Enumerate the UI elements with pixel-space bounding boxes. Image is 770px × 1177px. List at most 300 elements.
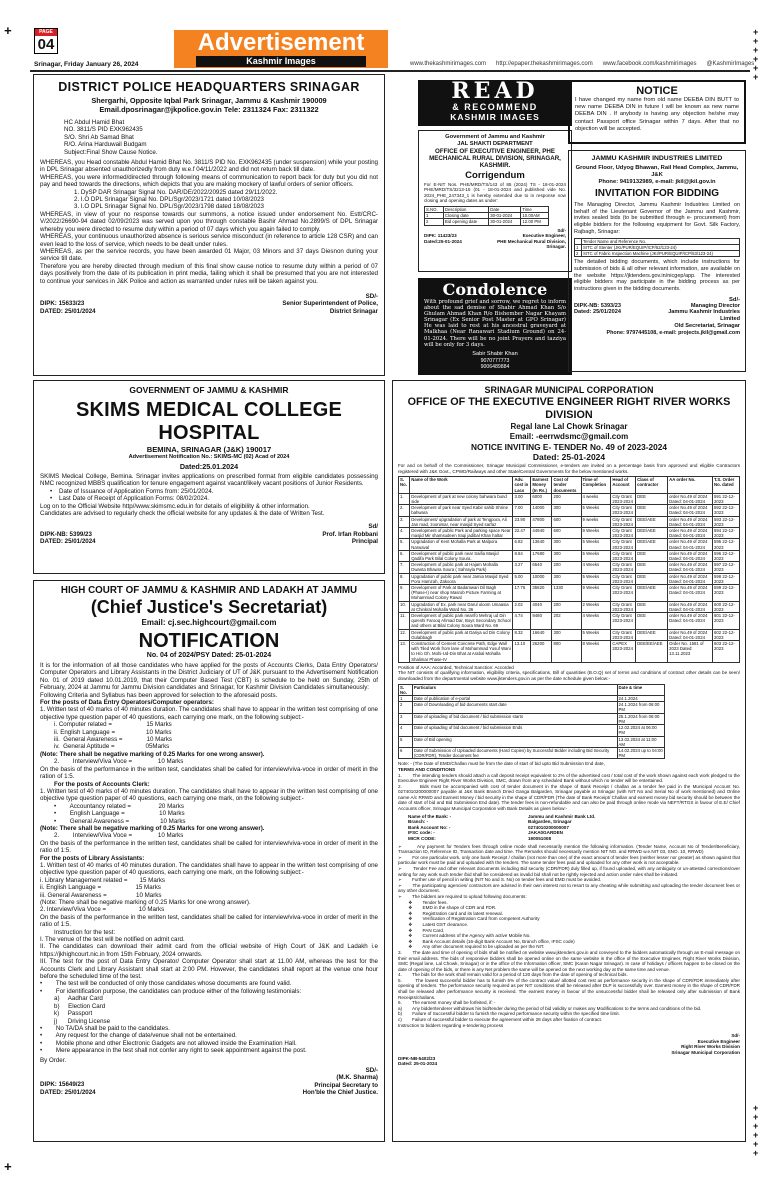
- hc-sign-line: Principal Secretary to: [314, 1081, 378, 1089]
- smc-term: ❖ Current address of the Agency with active Mobile No.: [398, 933, 531, 939]
- table-cell: 8.: [399, 573, 410, 584]
- dph-sd: SD/-: [365, 292, 378, 300]
- hc-ac1: 1. Written test of 40 marks of 40 minutes duration. The candidates shall have to appear in the written test comprising of one objective type question paper of 40 questions, each carrying one mark, on the following subject:-: [40, 787, 378, 803]
- table-cell: 6.: [399, 550, 410, 561]
- smc-term: ➢ Any payment for Tenders fees through online mode shall necessarily mention the following information. (Tender Name, Account No of Tender/Beneficiary, Transaction ID, Reference ID, Transaction date and time. The Remarks should necessarily mention NIT NO. and RRWD w.e.NIT 03, SNO. 10, RRWD): [398, 843, 742, 855]
- smc-term: ➢ Tender Fee and other relevant documents including Bid security (CDR/FDR) duly filled up, if found uploaded, with any ambiguity or un-attested corrections/over writing for any work such tender /bid shall be considered as invalid bid shall not be rightly rejected and action under rules shall be initiated.: [398, 866, 742, 877]
- table-cell: Development of public park at Hajam Mohalla Dwanta Bhawra Soura ( Sahrayla Park): [410, 562, 513, 573]
- table-cell: 10.: [399, 601, 410, 612]
- table-cell: 7.: [399, 562, 410, 573]
- page-badge: [34, 28, 58, 54]
- jkil-dated: Dated: 25/01/2024: [574, 309, 621, 316]
- header-links: [410, 61, 754, 67]
- table-cell: 8 Weeks: [581, 641, 611, 663]
- dph-para: WHEREAS, you were informed/directed through following means of communication to report back for duty but you did not pay and heed towards the directions, which depicts that you are making mockery of lawful orders of senior officers.: [40, 173, 378, 189]
- js-govt: Government of Jammu and Kashmir: [445, 134, 545, 140]
- table-cell: 200: [552, 562, 581, 573]
- dph-ad: [33, 74, 385, 376]
- smc-term: ❖ Bank Account details (16-digit Bank Account No, Branch office, IFSC code): [398, 938, 575, 944]
- table-cell: City Grant 2023-2024: [611, 528, 636, 539]
- dateline: Srinagar, Friday January 26, 2024: [34, 61, 139, 68]
- smc-term: ➢ The bidders are required to upload following documents:: [398, 893, 527, 899]
- smc-col-header: Adv. cost in Lacs: [513, 477, 531, 494]
- doc-item: a) Aadhar Card: [54, 995, 103, 1003]
- table-cell: DEE: [636, 573, 668, 584]
- jkil-sig: Jammu Kashmir Industries: [668, 309, 740, 316]
- table-cell: DEE: [636, 505, 668, 516]
- table-cell: 202: [552, 613, 581, 630]
- table-cell: order No.49 of 2024 Dated: 04-01-2024: [668, 573, 713, 584]
- la-item: ii. English Language = 15 Marks: [40, 884, 161, 892]
- table-cell: 47800: [531, 516, 552, 527]
- registration-marks-right-bottom: + + + + + +: [753, 1103, 759, 1158]
- smc-ad: [392, 380, 746, 1142]
- hc-bullet: • For identification purpose, the candidates can produce either of the following testimonials:: [40, 987, 302, 995]
- recipient-line: Subject:Final Show Cause Notice.: [64, 148, 158, 156]
- jkil-sd: Sd/-: [729, 296, 740, 303]
- hc-docs: [54, 995, 378, 1025]
- table-cell: DEE: [636, 562, 668, 573]
- skims-footer: Log on to the Official Website http//www.skimsmc.edu.in for details of eligibility & other information.: [40, 502, 310, 510]
- table-cell: 14000: [531, 505, 552, 516]
- hc-sign: [40, 1074, 378, 1096]
- page-number: 04: [37, 36, 55, 53]
- smc-dipk: DIPK-NB-5402/23: [398, 1055, 436, 1061]
- smc-col-header: AA order No.: [668, 477, 713, 494]
- hc-deo-note: (Note: There shall be negative marking of 0.25 Marks for one wrong answer).: [40, 750, 265, 758]
- smc-col-header: Name of the Work: [410, 477, 513, 494]
- deo-item: iii. General Awareness = 10 Marks: [54, 736, 173, 744]
- jkil-title: JAMMU KASHMIR INDUSTRIES LIMITED: [591, 155, 723, 162]
- smc-sig: Executive Engineer: [697, 1038, 740, 1044]
- js-dept: JAL SHAKTI DEPARTMENT: [457, 141, 533, 147]
- table-cell: DEE/AEE: [636, 539, 668, 550]
- hc-sign-line: Hon'ble the Chief Justice.: [302, 1089, 378, 1097]
- table-cell: 4 Weeks: [581, 562, 611, 573]
- js-sign: [424, 233, 566, 250]
- table-cell: 6540: [531, 562, 552, 573]
- smc-sch-head: [399, 684, 665, 695]
- skims-address: BEMINA, SRINAGAR (J&K) 190017: [146, 445, 272, 454]
- dph-para: WHEREAS, your continuous unauthorized absence is serious service misconduct (in reference to article 128 CSR) and can even lead to the loss of service, which needs to be dealt under rules.: [40, 233, 378, 248]
- table-cell: 13.02.2024 at 11:00 AM: [617, 736, 664, 747]
- dph-title: DISTRICT POLICE HEADQUARTERS SRINAGAR: [58, 80, 360, 94]
- ref-line: 1. DySP DAR Srinagar Signal No. DAR/DE/2022/20925 dated 29/11/2022.: [74, 188, 278, 196]
- notice-ad: [568, 80, 746, 144]
- skims-sign: [40, 531, 378, 546]
- section-banner: [174, 30, 388, 68]
- skims-sd: Sd/: [368, 523, 378, 531]
- table-cell: Upgradation of Ex. park near Darul uloom Umaasia at Chinkral Mohalla Ward No. 36: [410, 601, 513, 612]
- dph-para: Therefore you are hereby directed through medium of this final show cause notice to resume duty within a period of 07 days positively from the date of its publication in print media, failing which it shall be presumed that you are not interested to continue your services in J&K Police and action as warranted under rules will be taken against you.: [40, 262, 378, 285]
- table-cell: 2 Weeks: [581, 601, 611, 612]
- read-sub: & RECOMMEND: [452, 102, 538, 112]
- table-cell: 4.: [399, 528, 410, 539]
- table-cell: 5 Weeks: [581, 550, 611, 561]
- smc-term: a) Any bidder/tenderer withdraws his bid/tender during the period of bid validity or makes any Modifications to the terms and conditions of the bid.: [398, 1005, 702, 1011]
- skims-sig: Prof. Irfan Robbani: [322, 530, 378, 538]
- table-cell: Development of public park near/fo Mehraj ud Din qureshi Farooq Ahmad Dar, Boys Secondary School and others at Bilal Colony Soura Ward No. 69: [410, 613, 513, 630]
- table-row: [399, 493, 740, 504]
- bank-value: JAKA0GARDEN: [528, 830, 563, 836]
- skims-date: DATED: 25/01/2024: [40, 538, 96, 546]
- hc-instr-head: Instruction for the test:: [54, 928, 116, 936]
- table-cell: Date of Submission of Uploaded documents (Hard Copies) by Successful Bidder including Bid Security (CDR/FDR), Tender document fee: [412, 747, 617, 758]
- table-row: [399, 713, 665, 724]
- ref-line: 3. I.O DPL Srinagar Signal No. DPL/Sgr/2023/1798 dated 18/08/2023: [74, 203, 264, 211]
- smc-bank: [408, 814, 740, 842]
- jkil-sig5: Phone: 9797445108, e-mail: projects.jkil@gmail.com: [606, 329, 740, 336]
- skims-body: SKIMS Medical College, Bemina. Srinagar invites applications on prescribed format from eligible candidates possessing NMC recognized MBBS qualification for tenure engagement against vacant/likely vacant positions of Junior Residents.: [40, 473, 378, 488]
- deo-item: ii. English Language = 10 Marks: [54, 728, 172, 736]
- js-office: OFFICE OF EXECUTIVE ENGINEER, PHE MECHANICAL RURAL DIVISION, SRINAGAR, KASHMIR.: [429, 148, 561, 170]
- smc-col-header: S. No.: [399, 477, 410, 494]
- table-cell: City Grant 2023-2024: [611, 505, 636, 516]
- dph-signatory: Senior Superintendent of Police,: [282, 300, 378, 308]
- table-cell: CAPEX 2023-2024: [611, 641, 636, 663]
- hc-bullet: • No TA/DA shall be paid to the candidates.: [40, 1024, 170, 1032]
- table-cell: 593 22-12-2023: [713, 516, 740, 527]
- doc-item: k) Passport: [54, 1010, 93, 1018]
- bullet-text: Last Date of Receipt of Application Forms: 08/02/2024.: [59, 495, 210, 503]
- ac-item: • Accountancy related = 20 Marks: [54, 802, 184, 810]
- table-cell: 5 Weeks: [581, 505, 611, 516]
- js-cell: 30-01-2024: [489, 213, 521, 219]
- smc-terms: TERMS AND CONDITIONS: [398, 766, 456, 772]
- table-cell: 603 22-12-2023: [713, 641, 740, 663]
- dph-dipk: DIPK: 15633/23: [40, 300, 85, 308]
- deo-item: iv. General Aptitude = 05Marks: [54, 743, 170, 751]
- bullet-text: Any request for the change of date/venue shall not be entertained.: [55, 1032, 237, 1040]
- table-cell: 4040: [531, 601, 552, 612]
- jkil-cell: SITC of Stenter (JKI/PUR/EQUIP/ICP/52/123-24): [582, 244, 740, 250]
- recipient-line: NO. 3811/S PID EXK962435: [64, 126, 143, 134]
- hc-ac-items: [54, 803, 378, 825]
- jkil-dipk: DIPK-NB: 5393/23: [574, 302, 621, 309]
- table-cell: 14.02.2024 up to 04:00 PM: [618, 747, 663, 759]
- table-cell: order No.49 of 2024 Dated: 04-01-2024: [668, 539, 713, 550]
- table-cell: 12.02.2024 at 06:00 PM: [617, 725, 664, 736]
- dph-para: WHEREAS, in view of your no response towards our summons, a notice issued under endorsement No. Estt/CRC-V/2022/26690-94 dated 02/09/2023 was served upon you through constable Bashir Ahmad No.2899/S of DPL Srinagar whereby you were directed to resume duty within a period of 07 days which you again failed to comply.: [40, 210, 378, 233]
- jkil-table: [574, 238, 740, 258]
- table-cell: 26200: [531, 641, 552, 663]
- table-row: [399, 573, 740, 584]
- table-row: [399, 601, 740, 612]
- dph-signatory: District Srinagar: [329, 307, 378, 315]
- jkil-phone: Phone: 9419132989, e-mail: jkil@jkil.gov.in: [598, 179, 716, 185]
- table-cell: 23.90: [513, 516, 531, 527]
- jkil-cell: Tender Name and Reference No.: [582, 238, 740, 244]
- table-cell: Development/ upgradation of park at Tengpora, Ali Jan road, zoonimar, near masjid Syed sarfaz: [410, 516, 513, 527]
- table-row: [399, 702, 665, 713]
- hc-instr: II. The candidates can download their admit card from the official website of High Court of J&K and Ladakh i.e https://jkhighcourt.nic.in from 15th February, 2024 onwards.: [40, 943, 378, 958]
- table-cell: order No.49 of 2024 Dated: 04-01-2024: [668, 550, 713, 561]
- table-row: [399, 516, 740, 527]
- bullet-text: Mere appearance in the test shall not confer any right to seek appointment against the post.: [55, 1047, 307, 1055]
- js-sd: Sd/-: [557, 227, 566, 233]
- table-cell: 7.00: [513, 505, 531, 516]
- smc-col-header: Head of Account: [611, 477, 636, 494]
- table-cell: 9 Weeks: [581, 528, 611, 539]
- jkil-address: Ground Floor, Udyog Bhawan, Rail Head Complex, Jammu, J&K: [575, 165, 739, 178]
- smc-term: ❖ Any other document required to be uploaded as per the NIT.: [398, 944, 545, 950]
- jkil-sig: Managing Director: [690, 302, 740, 309]
- dph-para: WHEREAS, as per the service records, you have been awarded 01 Major, 03 Minors and 37 days Diesnon during your service till date.: [40, 247, 378, 263]
- table-cell: City Grant 2023-2024: [611, 601, 636, 612]
- smc-intro: For and on behalf of the Commissioner, Srinagar Municipal Commissioner, e-tenders are invited on a percentage basis from approved and eligible Contractors registered with J&K Govt., CPWD/Railways and other State/Central Governments for the below mentioned works.: [398, 463, 740, 474]
- smc-schedule-table: [398, 684, 665, 760]
- jkil-head: INVITATION FOR BIDDING: [594, 188, 720, 199]
- ac-item-text: English Language = 10 Marks: [69, 810, 185, 818]
- table-row: [399, 562, 740, 573]
- table-cell: 592 22-12-2023: [713, 505, 740, 516]
- smc-sch-note: Note: - (The Date of EMD/Challan must be from the date of start of bid upto Bid Submission End date,: [398, 761, 605, 767]
- table-cell: 800: [552, 641, 581, 663]
- table-cell: 13.10: [513, 641, 531, 663]
- recipient-line: HC Abdul Hamid Bhat: [64, 119, 125, 126]
- table-row: [399, 725, 665, 736]
- hc-deo2: 2. Interview/Viva Voce = 10 Marks: [54, 758, 184, 766]
- table-cell: 200: [552, 601, 581, 612]
- table-cell: 9 Weeks: [581, 585, 611, 602]
- table-cell: DEE/AEE: [636, 516, 668, 527]
- read-recommend-ad: [418, 80, 572, 126]
- jkil-row: [575, 250, 740, 256]
- bullet-text: Date of Issuance of Application Forms from: 25/01/2024.: [59, 487, 214, 495]
- table-cell: 600 22-12-2023: [713, 601, 740, 612]
- bank-label: Bank Account No: -: [408, 824, 451, 830]
- skims-bullet: • Date of Issuance of Application Forms from: 25/01/2024.: [50, 487, 214, 495]
- js-cell: S.NO.: [425, 206, 444, 212]
- ac-item: • English Language = 10 Marks: [54, 810, 185, 818]
- smc-term: ➢ For one particular work, only one bank Receipt / challan (not more than one) of the exact amount of tender fees (neither lesser nor greater) as shown against that particular work must be paid and uploaded with the tenders. The same tender fees paid and uploaded for any other work is not acceptable.: [398, 854, 742, 866]
- dph-recipient: [64, 119, 378, 156]
- table-cell: DEE: [636, 493, 668, 504]
- table-row: [399, 747, 665, 758]
- table-cell: 6000: [531, 493, 552, 504]
- table-cell: Development of public Park and parking space Near masjid Mir shamsudeen Iraqi jadibal Khan haltar: [410, 528, 513, 539]
- bank-label: Name of the Bank: -: [408, 813, 452, 819]
- smc-dated-footer: Dated: 25-01-2024: [398, 1061, 438, 1067]
- smc-term: 3. The date and time of opening of bids shall be notified on website www.jktenders.gov.in and conveyed to the bidders automatically through an E-mail message on their email address. The bids of responsive bidders shall be opened online on the same website in the office of the Executive Engineer, Right River Works Division, SMC (Regal lane, Lal Chowk, Srinagar) or in the office of the Information officer, SMC (Karan Nagar Srinagar). In case of holidays / officers happen to be closed on the date of opening of the bids, or there is any Net problem the same will be opened on the next working day at the same time and venue.: [398, 949, 742, 972]
- table-cell: 1: [399, 696, 413, 702]
- smc-sign: [398, 1039, 740, 1056]
- condolence-phone: 9070777773: [480, 357, 510, 364]
- table-cell: 24.1.2024: [617, 696, 664, 702]
- la-item: iii. General Awareness = 10 Marks: [40, 891, 162, 899]
- table-cell: 44940: [531, 528, 552, 539]
- facebook-link[interactable]: www.facebook.com/kashmirimages: [602, 61, 697, 67]
- skims-ad: [33, 380, 385, 574]
- table-cell: 600: [552, 528, 581, 539]
- table-cell: 9 weeks: [581, 516, 611, 527]
- table-cell: 1.: [399, 493, 410, 504]
- table-cell: order No.49 of 2024 Dated: 04-01-2024: [668, 562, 713, 573]
- condolence-phone: 9006489884: [480, 363, 510, 370]
- smc-works-table: [398, 476, 740, 663]
- table-cell: 595 22-12-2023: [713, 539, 740, 550]
- table-cell: 2.: [399, 505, 410, 516]
- js-cell: 10.00AM: [521, 213, 549, 219]
- smc-nit-note: The NIT consists of qualifying information, eligibility criteria, specifications, Bill of quantities (B.O.Q) set of terms and conditions of contract other details can be seen/ downloaded from the departmental website www.jktenders.gov.in as per the date schedule given below:-: [398, 670, 740, 682]
- table-cell: 300: [552, 573, 581, 584]
- hc-ac-head: For the posts of Accounts Clerk:: [54, 780, 150, 788]
- sch-col-header: S. No.: [399, 684, 413, 695]
- table-cell: DEE/AEE: [636, 629, 668, 640]
- table-cell: Development of Park at Badamwari Dil Bagh (Phase-I) near shop Masrob Picture Farming at Mohammad Colony Rawal: [410, 585, 513, 602]
- table-cell: DEE/AEE: [636, 528, 668, 539]
- table-cell: City Grant 2023-2024: [611, 613, 636, 630]
- smc-term: ➢ Further use of pencil in writing (NIT No and S. No) on tender fees and EMD must be avoided.: [398, 877, 602, 883]
- smc-terms-more: [398, 844, 740, 1029]
- smc-address: Regal lane Lal Chowk Srinagar: [510, 422, 628, 431]
- skims-title: SKIMS MEDICAL COLLEGE HOSPITAL: [75, 399, 343, 444]
- table-cell: Upgradation of Kent Mohalla Park at Malpora Narwaval: [410, 539, 513, 550]
- table-cell: 3.: [399, 516, 410, 527]
- bank-value: Balgarden, Srinagar: [528, 819, 572, 825]
- smc-term: ❖ Tender fees.: [398, 899, 448, 905]
- jkil-sign: [574, 303, 740, 330]
- skims-govt: GOVERNMENT OF JAMMU & KASHMIR: [129, 385, 289, 395]
- smc-term: ❖ EMD in the shape of CDR and FDR.: [398, 905, 497, 911]
- table-cell: 25.1.2024 from 06:00 PM: [617, 713, 664, 724]
- bullet-text: Mobile phone and other Electronic Gadgets are not allowed inside the Examination Hall.: [55, 1039, 297, 1047]
- smc-nit: NOTICE INVITING E- TENDER No. 49 of 2023-2024: [471, 442, 667, 452]
- smc-clause: 2. Bids must be accompanied with cost of tender document in the shape of Bank Receipt / challan as a tender fee paid in the Municipal Account No. 0274010200000007 payable at J&K Bank Branch Dried Ganga Balgarden, Srinagar payable at Srinagar (with NIT No and Serial No of work mentioned) and Online name A/c RRWD and Earnest Money / bid security in the shape of CDR/FDR (The date of Bank Receipt/ Challan and earnest money bid security should be between the date of start of bid and Bid Submission End date). The tender fees is non-refundable and can also be paid through online mode via NEFT/RTGS in favour of E.E/ Chief Accounts officer, Srinagar Municipal Corporation with Bank Details as given below:-: [398, 783, 742, 812]
- table-cell: 596 22-12-2023: [713, 550, 740, 561]
- table-cell: City Grant 2023-2024: [611, 539, 636, 550]
- smc-col-header: T.S. Order No. dated: [713, 477, 740, 494]
- hc-dipk: DIPK: 15649/23: [40, 1081, 85, 1089]
- table-cell: 602 22-12-2023: [713, 629, 740, 640]
- recipient-line: R/O. Arina Harduwail Budgam: [64, 141, 147, 149]
- table-cell: 1330: [552, 585, 581, 602]
- table-cell: City Grant 2023-2024: [611, 585, 636, 602]
- skims-dipk: DIPK-NB: 5399/23: [40, 530, 92, 538]
- table-cell: Development of park at new colony bahwara bund side: [410, 493, 513, 504]
- smc-term: Instruction to bidders regarding e-tendering process: [398, 1022, 504, 1028]
- table-cell: 5 Weeks: [581, 573, 611, 584]
- jkil-body: The Managing Director, Jammu Kashmir Industries Limited on behalf of the Lieutenant Governor of the Jammu and Kashmir, invites sealed bids (to be submitted through e- procurement) from eligible bidders for the following equipment for Govt. Silk Factory, Rajbagh, Srinagar:: [574, 202, 740, 235]
- table-cell: City Grant 2023-2024: [611, 562, 636, 573]
- condolence-body: With profound grief and sorrow, we regret to inform about the sad demise of Shabir Ahmad Khan S/o Ghulam Ahmad Khan R/o Bishember Nagar Khayam Srinagar (Ex Senior Post Master at GPO Srinagar) He was laid to rest at his ancestral graveyard at Malkhaa (Near Ranawari Stadium Ground) on 24-01-2024. There will be no joint Prayers and tazziya will be only for 3 days.: [424, 299, 566, 348]
- ac-item-text: General Awareness = 10 Marks: [69, 817, 186, 825]
- bank-label: Branch: -: [408, 819, 429, 825]
- table-cell: order No.49 of 2024 Dated: 04-01-2024: [668, 585, 713, 602]
- skims-footer: Candidates are advised to regularly check the official website for any updates & the date of Written Test.: [40, 510, 325, 518]
- table-cell: 200: [552, 493, 581, 504]
- dph-address: Shergarhi, Opposite Iqbal Park Srinagar, Jammu & Kashmir 190009 Email.dposrinagar@jkpolice.gov.in Tele: 2311324 Fax: 2311322: [91, 96, 327, 114]
- table-cell: 5.00: [513, 573, 531, 584]
- bank-value: 0274010200000007: [528, 824, 569, 830]
- table-cell: order No.49 of 2024 Dated: 04-01-2024: [668, 613, 713, 630]
- page-tag: PAGE: [35, 29, 57, 36]
- hc-bullet: • Mobile phone and other Electronic Gadgets are not allowed inside the Examination Hall.: [40, 1039, 297, 1047]
- hc-ad: [33, 580, 385, 1142]
- condolence-title: Condolence: [442, 280, 548, 299]
- table-cell: Order No. 1581 of 2023 Dated: 13.11.2023: [668, 641, 713, 663]
- table-cell: order No.49 of 2024 Dated: 04-01-2024: [668, 493, 713, 504]
- table-cell: Date of publication of e-portal: [412, 696, 617, 702]
- twitter-link[interactable]: @KashmirImages: [706, 61, 755, 67]
- bank-value: Jammu and Kashmir Bank Ltd.: [528, 813, 596, 819]
- js-dipk: DIPK: 11423/23: [424, 233, 457, 239]
- hc-la3: On the basis of the performance in the written test, candidates shall be called for interview/viva-voce in order of merit in the ratio of 1:5.: [40, 913, 378, 929]
- smc-term: ❖ Registration card and its latest renewal.: [398, 910, 503, 916]
- table-cell: DEE: [636, 550, 668, 561]
- table-cell: 3.27: [513, 562, 531, 573]
- table-cell: City Grant 2023-2024: [611, 550, 636, 561]
- bullet-text: For identification purpose, the candidates can produce either of the following testimonials:: [55, 987, 302, 995]
- bullet-text: The test will be conducted of only those candidates whose documents are found valid.: [55, 980, 292, 988]
- table-cell: City Grant 2023-2024: [611, 573, 636, 584]
- deo-item: i. Computer related = 15 Marks: [54, 721, 172, 729]
- jkil-sig: Limited: [720, 316, 740, 323]
- hc-dated: DATED: 25/01/2024: [40, 1088, 96, 1096]
- table-cell: 13640: [531, 539, 552, 550]
- notice-body: I have changed my name from old name DEEBA DIN BUTT to new name DEEBA DIN in future I will be known as new name DEEBA DIN . If anybody is having any objection he/she may contact Passport office Srinagar within 7 days. After that no objection will be accepted.: [575, 97, 739, 132]
- jkil-cell: SITC of Fabric Inspection Machine (JKI/PUR/EQUIP/ICP/53/123-24): [582, 250, 740, 256]
- hc-la1: 1. Written test of 40 marks of 40 minutes duration. The candidates shall have to appear in the written test comprising of one objective type question paper of 40 questions, each carrying one mark, on the following subject:-: [40, 861, 378, 877]
- table-cell: 8.84: [513, 550, 531, 561]
- website-link[interactable]: www.thekashmirimages.com: [410, 61, 487, 67]
- table-cell: 300: [552, 629, 581, 640]
- dph-para: WHEREAS, you Head constable Abdul Hamid Bhat No. 3811/S PID No. EXK962435 (under suspension) while your posting in DPL Srinagar absented unauthorizedly from duty w.e.f 04/11/2022 and did not return back till date.: [40, 159, 378, 174]
- table-cell: 6: [399, 747, 413, 758]
- smc-term: ❖ PAN Card.: [398, 927, 445, 933]
- table-cell: 8.32: [513, 629, 531, 640]
- table-cell: 4 Weeks: [581, 613, 611, 630]
- hc-la-items: [40, 877, 378, 899]
- hc-sd: SD/-: [365, 1066, 378, 1074]
- hc-deo-items: [54, 721, 378, 751]
- table-cell: City Grant 2023-2024: [611, 629, 636, 640]
- table-row: [399, 505, 740, 516]
- table-cell: Development of park near Syed Kabir sahib Shrine bahwara: [410, 505, 513, 516]
- hc-intro: It is for the information of all those candidates who have applied for the posts of Accounts Clerks, Data Entry Operators/ Computer Operators and Library Assistants in the District Judiciary of UT of J&K pursuant to the Advertisement Notification No. 01 of 2019 dated 10.01.2019, that their Computer Based Test (CBT) is schedule to be held on Sunday, 25th of February, 2024 at Jammu for Jammu Division candidates and Srinagar, for Kashmir Division Candidates simultaneously:: [40, 662, 378, 692]
- table-cell: 9.: [399, 585, 410, 602]
- hc-title: HIGH COURT OF JAMMU & KASHMIR AND LADAKH AT JAMMU: [60, 585, 358, 596]
- skims-sig: Principal: [351, 538, 378, 546]
- table-cell: 300: [552, 550, 581, 561]
- table-cell: 16640: [531, 629, 552, 640]
- jkil-body2: The detailed bidding documents, which include instructions for submission of bids & all other relevant information, are available on the website https://jktenders.gov.in/nicgep/app. The interested eligible bidders may participate in the bidding process as per instructions given in the bidding documents.: [574, 259, 740, 292]
- smc-col-header: Time of Completion: [581, 477, 611, 494]
- table-row: [399, 629, 740, 640]
- table-cell: Date of uploading of bid document / bid submission Ends: [412, 725, 617, 736]
- js-sig: PHE Mechanical Rural Division,: [497, 238, 566, 244]
- dph-dated: DATED: 25/01/2024: [40, 307, 96, 315]
- table-cell: order No.49 of 2024 Dated: 04-01-2024: [668, 601, 713, 612]
- condolence-ad: [418, 278, 572, 375]
- table-cell: 598 22-12-2023: [713, 573, 740, 584]
- epaper-link[interactable]: http://epaper.thekashmirimages.com: [496, 61, 593, 67]
- smc-col-header: Cost of tender documents: [552, 477, 581, 494]
- table-cell: Date of Bid opening: [412, 736, 617, 747]
- js-head: Corrigendum: [465, 169, 525, 181]
- section-title: Advertisement: [197, 29, 365, 56]
- table-cell: 17680: [531, 550, 552, 561]
- js-sig: Executive Engineer,: [522, 233, 566, 239]
- hc-la2: 2. Interview/Viva Voce = 10 Marks: [40, 906, 165, 914]
- smc-term: 5. The lowest successful bidder has to furnish 5% of the contract value/ allotted cost rest as performance security in the shape of CDR/FDR immediately after opening of tenders. The performance security required as per NIT conditions shall be released after DLP is successfully over. Earnest money in the shape of CDR/FDR shall be released after performance security is received. The earnest money in favour of the unsuccessful bidder shall be released only after submission of Bank Receipts/challans.: [398, 977, 742, 1000]
- notice-title: NOTICE: [636, 85, 678, 97]
- ac-item: • General Awareness = 10 Marks: [54, 817, 186, 825]
- js-cell: 12.00 PM: [521, 219, 549, 225]
- table-cell: 17.76: [513, 585, 531, 602]
- hc-deo-head: For the posts of Data Entry Operators/Computer operators:: [40, 699, 214, 707]
- hc-instr: I. The venue of the test will be notified on admit card.: [40, 936, 185, 944]
